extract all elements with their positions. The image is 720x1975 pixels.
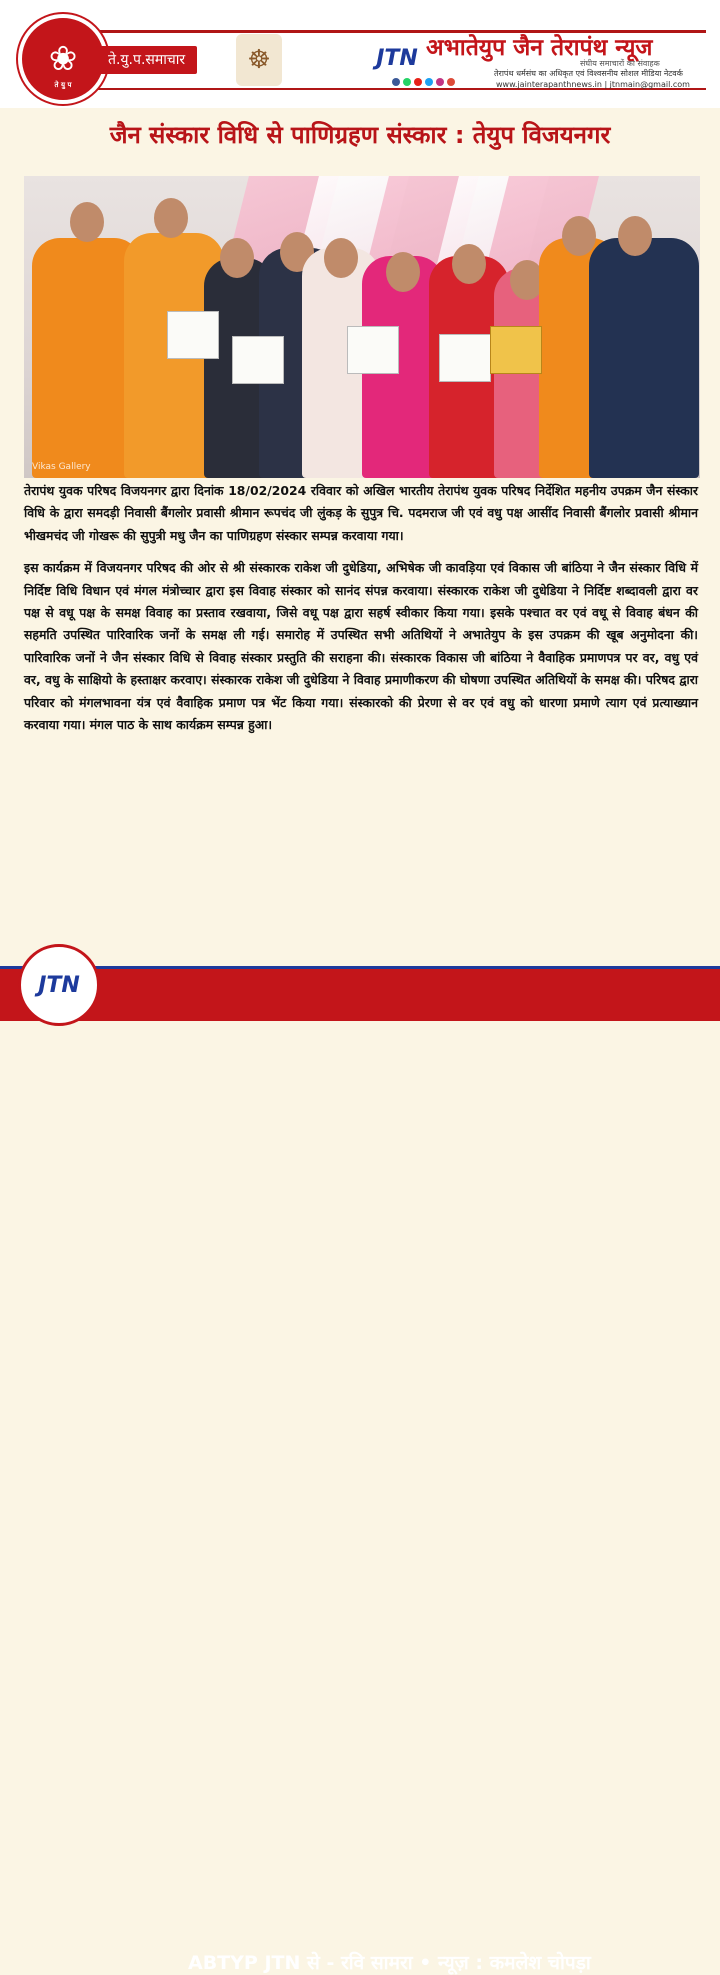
whatsapp-icon[interactable] xyxy=(403,78,411,86)
teyup-logo xyxy=(18,14,108,104)
twitter-icon[interactable] xyxy=(425,78,433,86)
event-photo xyxy=(24,176,700,478)
brand-tagline: संघीय समाचारों का संवाहक xyxy=(580,59,660,68)
section-tag: ते.यु.प.समाचार xyxy=(96,46,197,74)
article-body xyxy=(24,480,698,746)
jtn-logo xyxy=(372,36,422,80)
photo-credit: Vikas Gallery xyxy=(32,462,91,472)
headline: जैन संस्कार विधि से पाणिग्रहण संस्कार : तेयुप विजयनगर xyxy=(109,121,611,149)
youtube-icon[interactable] xyxy=(414,78,422,86)
footer-logo-text: JTN xyxy=(38,972,80,998)
header xyxy=(0,0,720,108)
footer-bar xyxy=(0,966,720,1974)
brand-title: अभातेयुप जैन तेरापंथ न्यूज xyxy=(426,35,653,61)
footer-credit: ABTYP JTN से - रवि सामरा • न्यूज़ : कमलेश चोपड़ा xyxy=(188,1952,591,1974)
brand-website[interactable]: www.jainterapanthnews.in | jtnmain@gmail.com xyxy=(496,80,690,89)
teyup-logo-text: ते यु प xyxy=(54,81,72,89)
facebook-icon[interactable] xyxy=(392,78,400,86)
lotus-icon: ❀ xyxy=(48,39,78,79)
article-paragraph: इस कार्यक्रम में विजयनगर परिषद की ओर से श्री संस्कारक राकेश जी दुधेडिया, अभिषेक जी कावड़िया एवं विकास जी बांठिया ने जैन संस्कार विधि में निर्दिष्ट विधि विधान एवं मंगल मंत्रोच्चार द्वारा इस विवाह संस्कार को सानंद संपन्न करवाया। संस्कारक राकेश जी दुधेडिया ने निर्दिष्ट शब्दावली द्वारा वर पक्ष से वधू पक्ष के समक्ष विवाह का प्रस्ताव रखवाया, जिसे वधू पक्ष द्वारा सहर्ष स्वीकार किया गया। इसके पश्चात वर एवं वधू से विवाह बंधन की सहमति उपस्थित पारिवारिक जनों के समक्ष ली गई। समारोह में उपस्थित सभी अतिथियों ने अभातेयुप के इस उपक्रम की खूब अनुमोदना की। पारिवारिक जनों ने जैन संस्कार विधि से विवाह संस्कार प्रस्तुति की सराहना की। संस्कारक विकास जी बांठिया ने वैवाहिक प्रमाणपत्र पर वर, वधु एवं वर, वधु के साक्षियो के हस्ताक्षर करवाए। संस्कारक राकेश जी दुधेडिया ने विवाह प्रमाणीकरण की घोषणा उपस्थित अतिथियों के समक्ष की। परिषद द्वारा परिवार को मंगलभावना यंत्र एवं वैवाहिक प्रमाण पत्र भेंट किया गया। संस्कारको की प्रेरणा से वर एवं वधु को धारणा प्रमाणे त्याग एवं प्रत्याख्यान करवाया गया। मंगल पाठ के साथ कार्यक्रम सम्पन्न हुआ। xyxy=(24,560,698,733)
acharya-portrait-icon: ☸ xyxy=(236,34,282,86)
article-paragraph: तेरापंथ युवक परिषद विजयनगर द्वारा दिनांक 18/02/2024 रविवार को अखिल भारतीय तेरापंथ युवक परिषद निर्देशित महनीय उपक्रम जैन संस्कार विधि के द्वारा समदड़ी निवासी बैंगलोर प्रवासी श्रीमान रूपचंद जी लुंकड़ के सुपुत्र चि. पदमराज जी एवं वधु पक्ष आसींद निवासी बैंगलोर प्रवासी श्रीमान भीखमचंद जी गोखरू की सुपुत्री मधु जैन का पाणिग्रहण संस्कार सम्पन्न करवाया गया। xyxy=(24,483,698,543)
jtn-logo-text: JTN xyxy=(376,45,418,71)
social-icons xyxy=(392,78,455,86)
footer-jtn-logo xyxy=(18,944,100,1026)
brand-subtitle: तेरापंथ धर्मसंघ का अधिकृत एवं विश्वसनीय सोशल मीडिया नेटवर्क xyxy=(494,69,683,78)
googleplus-icon[interactable] xyxy=(447,78,455,86)
instagram-icon[interactable] xyxy=(436,78,444,86)
